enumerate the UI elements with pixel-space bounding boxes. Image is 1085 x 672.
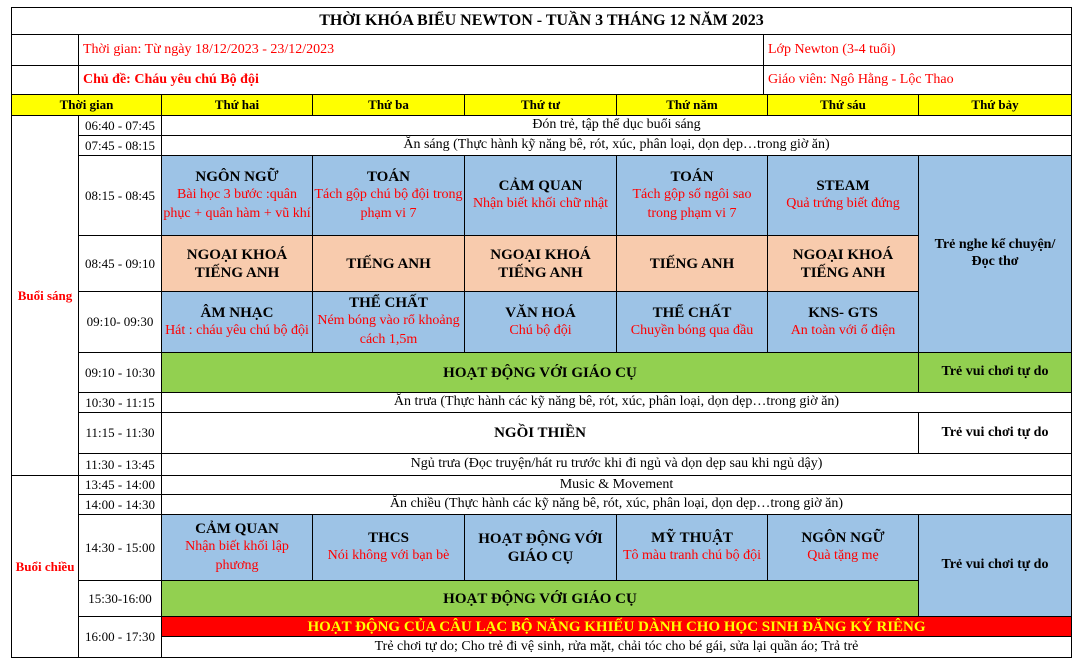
saturday-free-play-2 xyxy=(918,412,1072,454)
info-blank-1 xyxy=(11,34,79,66)
lesson-cell xyxy=(616,155,768,236)
breakfast-text: Ăn sáng (Thực hành kỹ năng bê, rót, xúc, phân loại, dọn dẹp…trong giờ ăn) xyxy=(403,137,830,153)
lesson-cell xyxy=(312,155,465,236)
lesson-detail: Nói không với bạn bè xyxy=(327,548,450,564)
time-text: 08:15 - 08:45 xyxy=(84,187,156,203)
day-label: Thứ sáu xyxy=(820,97,866,113)
header-day-tue xyxy=(312,94,465,116)
saturday-afternoon-cell xyxy=(918,514,1072,617)
session-morning-text: Buổi sáng xyxy=(17,287,73,303)
lesson-cell xyxy=(161,291,313,353)
lesson-cell xyxy=(464,291,617,353)
lesson-cell xyxy=(312,514,465,581)
topic-text: Chủ đề: Cháu yêu chú Bộ đội xyxy=(83,71,259,87)
english-cell xyxy=(464,235,617,292)
time-text: 11:30 - 13:45 xyxy=(85,456,155,472)
lesson-title: THCS xyxy=(368,530,409,547)
pickup-text: Trẻ chơi tự do; Cho trẻ đi vệ sinh, rửa mặt, chải tóc cho bé gái, sửa lại quần áo; Trả trẻ xyxy=(374,638,859,654)
class-text: Lớp Newton (3-4 tuổi) xyxy=(768,41,896,57)
time-slot xyxy=(78,514,162,581)
time-text: 07:45 - 08:15 xyxy=(84,137,156,153)
english-cell xyxy=(767,235,919,292)
lesson-cell xyxy=(616,291,768,353)
time-slot xyxy=(78,155,162,236)
time-text: 14:30 - 15:00 xyxy=(84,539,156,555)
lesson-cell xyxy=(161,155,313,236)
lesson-title: MỸ THUẬT xyxy=(651,530,733,547)
english-text: NGOẠI KHOÁ TIẾNG ANH xyxy=(186,246,288,281)
page-title xyxy=(11,7,1072,35)
english-text: NGOẠI KHOÁ TIẾNG ANH xyxy=(792,246,894,281)
music-movement-text: Music & Movement xyxy=(559,476,674,492)
lesson-cell xyxy=(767,514,919,581)
lesson-title: ÂM NHẠC xyxy=(200,304,274,321)
saturday-free-play xyxy=(918,352,1072,393)
montessori-band xyxy=(161,352,919,393)
day-label: Thứ hai xyxy=(214,97,260,113)
lesson-detail: Tách gộp số ngôi sao trong phạm vi 7 xyxy=(632,186,752,221)
day-label: Thứ năm xyxy=(666,97,718,113)
english-text: TIẾNG ANH xyxy=(346,255,431,272)
time-slot xyxy=(78,580,162,617)
date-range-text: Thời gian: Từ ngày 18/12/2023 - 23/12/2023 xyxy=(83,41,335,57)
nap-text: Ngủ trưa (Đọc truyện/hát ru trước khi đi ngủ và dọn dẹp sau khi ngủ dậy) xyxy=(410,456,823,472)
lesson-cell xyxy=(161,514,313,581)
time-slot xyxy=(78,291,162,353)
header-day-fri xyxy=(767,94,919,116)
topic-label xyxy=(78,65,764,95)
teacher-label xyxy=(763,65,1072,95)
music-movement-row xyxy=(161,475,1072,495)
meditation-text: NGỒI THIỀN xyxy=(494,425,586,441)
time-slot xyxy=(78,135,162,156)
time-slot xyxy=(78,453,162,476)
saturday-morning-cell xyxy=(918,155,1072,353)
day-label: Thứ tư xyxy=(520,97,561,113)
lesson-cell xyxy=(767,291,919,353)
day-label: Thứ bảy xyxy=(971,97,1019,113)
lesson-detail: Bài học 3 bước :quân phục + quân hàm + vũ khí xyxy=(163,186,311,221)
club-activity-text: HOẠT ĐỘNG CỦA CÂU LẠC BỘ NĂNG KHIẾU DÀNH CHO HỌC SINH ĐĂNG KÝ RIÊNG xyxy=(307,618,926,635)
lesson-detail: Chú bộ đội xyxy=(509,322,572,338)
time-slot xyxy=(78,352,162,393)
lesson-detail: Quả trứng biết đứng xyxy=(786,196,900,212)
time-slot xyxy=(78,392,162,413)
lesson-cell xyxy=(767,155,919,236)
breakfast-row xyxy=(161,135,1072,156)
day-label: Thứ ba xyxy=(368,97,409,113)
english-cell xyxy=(312,235,465,292)
header-day-thu xyxy=(616,94,768,116)
session-morning xyxy=(11,115,79,476)
lesson-detail: Chuyền bóng qua đầu xyxy=(630,322,754,338)
lesson-cell xyxy=(464,514,617,581)
lesson-detail: Ném bóng vào rổ khoảng cách 1,5m xyxy=(317,313,460,347)
lesson-detail: Nhận biết khối chữ nhật xyxy=(472,196,609,212)
time-text: 15:30-16:00 xyxy=(88,590,152,606)
lesson-detail: Tách gộp chú bộ đội trong phạm vi 7 xyxy=(314,186,463,221)
english-text: TIẾNG ANH xyxy=(649,255,735,272)
lesson-detail: Tô màu tranh chú bộ đội xyxy=(622,548,762,564)
time-text: 08:45 - 09:10 xyxy=(84,255,156,271)
lesson-title: VĂN HOÁ xyxy=(505,304,576,321)
montessori-afternoon-text: HOẠT ĐỘNG VỚI GIÁO CỤ xyxy=(443,590,637,607)
english-text: NGOẠI KHOÁ TIẾNG ANH xyxy=(490,246,591,281)
lesson-title: CẢM QUAN xyxy=(498,178,583,195)
time-text: 06:40 - 07:45 xyxy=(84,117,156,133)
header-day-mon xyxy=(161,94,313,116)
english-cell xyxy=(161,235,313,292)
lesson-title: NGÔN NGỮ xyxy=(195,168,279,185)
lesson-title: HOẠT ĐỘNG VỚI GIÁO CỤ xyxy=(478,530,603,565)
header-time-text: Thời gian xyxy=(59,97,114,113)
saturday-afternoon-text: Trẻ vui chơi tự do xyxy=(941,557,1049,573)
time-text: 09:10- 09:30 xyxy=(86,314,154,330)
lesson-detail: Quà tặng mẹ xyxy=(807,548,879,564)
saturday-free-play-text: Trẻ vui chơi tự do xyxy=(941,364,1049,380)
time-slot xyxy=(78,475,162,495)
page-title-text: THỜI KHÓA BIỂU NEWTON - TUẦN 3 THÁNG 12 NĂM 2023 xyxy=(319,12,764,30)
lesson-title: NGÔN NGỮ xyxy=(801,530,885,547)
snack-text: Ăn chiều (Thực hành các kỹ năng bê, rót, xúc, phân loại, dọn dẹp…trong giờ ăn) xyxy=(389,496,844,512)
lesson-cell xyxy=(616,514,768,581)
english-cell xyxy=(616,235,768,292)
lesson-title: THỂ CHẤT xyxy=(652,304,732,321)
time-slot xyxy=(78,494,162,515)
time-text: 13:45 - 14:00 xyxy=(84,477,156,493)
time-slot xyxy=(78,412,162,454)
lesson-title: THỂ CHẤT xyxy=(349,295,428,312)
lesson-detail: Hát : cháu yêu chú bộ đội xyxy=(165,322,309,338)
lesson-detail: An toàn với ổ điện xyxy=(790,322,896,338)
date-range-label xyxy=(78,34,764,66)
time-text: 16:00 - 17:30 xyxy=(84,629,156,645)
session-afternoon xyxy=(11,475,79,658)
nap-row xyxy=(161,453,1072,476)
time-slot xyxy=(78,616,162,658)
lesson-cell xyxy=(312,291,465,353)
time-text: 10:30 - 11:15 xyxy=(85,394,155,410)
montessori-band-afternoon xyxy=(161,580,919,617)
time-slot xyxy=(78,115,162,136)
lesson-title: STEAM xyxy=(816,178,870,195)
time-text: 09:10 - 10:30 xyxy=(84,364,156,380)
header-day-sat xyxy=(918,94,1072,116)
lesson-cell xyxy=(464,155,617,236)
time-text: 11:15 - 11:30 xyxy=(85,425,155,441)
saturday-free-play-2-text: Trẻ vui chơi tự do xyxy=(941,424,1049,440)
arrival-text: Đón trẻ, tập thể dục buổi sáng xyxy=(532,117,701,133)
time-slot xyxy=(78,235,162,292)
meditation-row xyxy=(161,412,919,454)
lunch-row xyxy=(161,392,1072,413)
lesson-detail: Nhận biết khối lập phương xyxy=(185,538,289,573)
teacher-text: Giáo viên: Ngô Hằng - Lộc Thao xyxy=(768,71,954,87)
lesson-title: TOÁN xyxy=(366,168,411,185)
lesson-title: CẢM QUAN xyxy=(195,520,279,537)
pickup-row xyxy=(161,636,1072,658)
snack-row xyxy=(161,494,1072,515)
info-blank-2 xyxy=(11,65,79,95)
lesson-title: TOÁN xyxy=(670,168,714,185)
time-text: 14:00 - 14:30 xyxy=(84,496,156,512)
header-day-wed xyxy=(464,94,617,116)
session-afternoon-text: Buổi chiều xyxy=(15,558,75,574)
saturday-morning-text: Trẻ nghe kể chuyện/Đọc thơ xyxy=(934,237,1056,269)
lunch-text: Ăn trưa (Thực hành các kỹ năng bê, rót, xúc, phân loại, dọn dẹp…trong giờ ăn) xyxy=(393,394,840,410)
class-label xyxy=(763,34,1072,66)
arrival-row xyxy=(161,115,1072,136)
lesson-title: KNS- GTS xyxy=(808,304,878,321)
header-time xyxy=(11,94,162,116)
montessori-text: HOẠT ĐỘNG VỚI GIÁO CỤ xyxy=(443,364,637,381)
club-activity-banner xyxy=(161,616,1072,637)
